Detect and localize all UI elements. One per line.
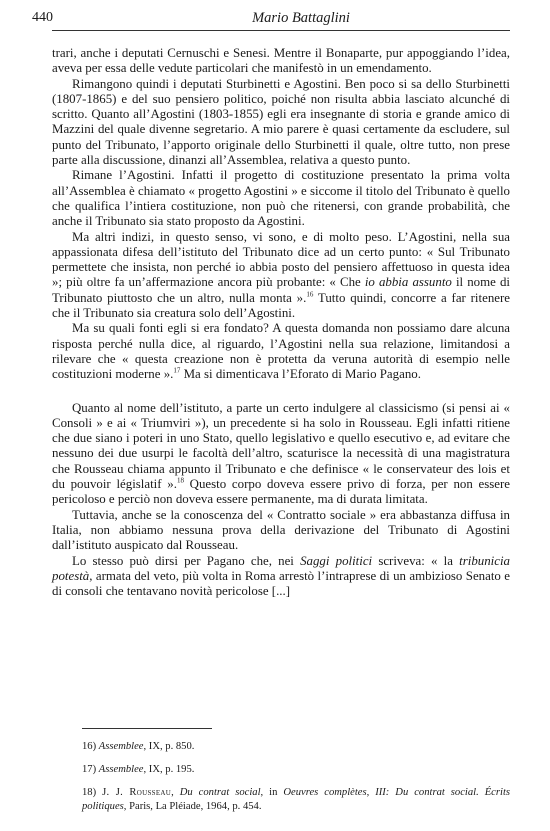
italic-phrase: tribunicia potestà	[52, 553, 510, 583]
body-text	[52, 46, 510, 599]
paragraph: trari, anche i deputati Cernuschi e Senesi. Mentre il Bonaparte, pur appoggiando l’idea, aveva per essa delle vedute particolari che manifestò in un emendamento.	[52, 46, 510, 76]
running-header	[32, 10, 510, 31]
footnote-ref: 18	[176, 476, 184, 485]
italic-phrase: io abbia assunto	[364, 275, 452, 290]
italic-phrase: Saggi politici	[300, 553, 373, 568]
footnotes	[82, 740, 510, 823]
footnote-ref: 17	[173, 366, 181, 375]
paragraph: Tuttavia, anche se la conoscenza del « Contratto sociale » era abbastanza diffusa in Italia, non abbiamo nessuna prova della derivazione del Tribunato di Agostini dall’istituto auspicato dal Rousseau.	[52, 507, 510, 553]
footnote-divider	[82, 728, 212, 729]
paragraph: Rimane l’Agostini. Infatti il progetto di costituzione presentato la prima volta all’Assemblea è chiamato « progetto Agostini » e siccome il titolo del Tribunato è quello che qualifica l’intiera costituzione, non può che ritenersi, con grande probabilità, che anche il Tribunato sia stato proposto da Agostini.	[52, 168, 510, 229]
footnote: 18) J. J. Rousseau, Du contrat social, in Oeuvres complètes, III: Du contrat social. Écrits politiques, Paris, La Pléiade, 1964, p. 454.	[82, 787, 511, 812]
paragraph: Quanto al nome dell’istituto, a parte un certo indulgere al classicismo (si pensi ai « Consoli » e ai « Triumviri »), un precedente si ha solo in Rousseau. Egli infatti ritiene che due siano i poteri in uno Stato, quello legislativo e quello esecutivo e, ad evitare che nessuno dei due usurpi le facoltà dell’altro, scaturisce la necessità di una magistratura che Rousseau chiama appunto il Tribunato e che definisce « le conservateur des lois et du pouvoir législatif ».$^{18}$ Questo corpo doveva essere privo di forza, per non essere pericoloso e perciò non doveva essere permanente, ma di durata limitata.	[52, 400, 511, 507]
footnote-author: J. J. Rousseau	[102, 787, 172, 798]
footnote-number: 18)	[82, 787, 97, 798]
page-number: 440	[32, 10, 53, 25]
paragraph: Rimangono quindi i deputati Sturbinetti e Agostini. Ben poco si sa dello Sturbinetti (1807-1865) e del suo pensiero politico, poiché non risulta abbia lasciato alcunché di scritto. Quanto all’Agostini (1803-1855) egli era insegnante di storia e grande amico di Mazzini del quale divenne segretario. A mio parere è quasi certamente da escludere, sul punto del Tribunato, l’apporto originale dello Sturbinetti il quale, oltre tutto, non prese parte alla discussione, dinanzi all’Assemblea, relativa a questo punto.	[52, 76, 510, 168]
paragraph: Ma su quali fonti egli si era fondato? A questa domanda non possiamo dare alcuna risposta perché nulla dice, al riguardo, l’Agostini nella sua relazione, limitandosi a rilevare che « questa creazione non è protetta da veruna autorità di esempio nelle costituzioni moderne ».$^{17}$ Ma si dimenticava l’Eforato di Mario Pagano.	[52, 321, 510, 382]
footnote: 17) Assemblee, IX, p. 195.	[82, 764, 195, 775]
footnote: 16) Assemblee, IX, p. 850.	[82, 741, 195, 752]
paragraph: Lo stesso può dirsi per Pagano che, nei Saggi politici scriveva: « la tribunicia potestà, armata del veto, più volta in Roma arrestò l’intraprese di un ambizioso Senato e di consoli che tentavano novità pericolose [...]	[52, 553, 510, 599]
footnote-number: 16)	[82, 741, 97, 752]
footnote-ref: 16	[306, 290, 314, 299]
footnote-number: 17)	[82, 764, 97, 775]
running-title: Mario Battaglini	[252, 10, 350, 26]
paragraph: Ma altri indizi, in questo senso, vi sono, e di molto peso. L’Agostini, nella sua appassionata difesa dell’istituto del Tribunato dice ad un certo punto: « Sul Tribunato permettete che insista, non perché io abbia posto del pensiero affettuoso in questa idea »; più oltre fa un’affermazione ancora più probante: « Che io abbia assunto il nome di Tribunato piuttosto che un altro, nulla monta ».$^{16}$ Tutto quindi, concorre a far ritenere che il Tribunato sia creatura solo dell’Agostini.	[52, 229, 511, 321]
